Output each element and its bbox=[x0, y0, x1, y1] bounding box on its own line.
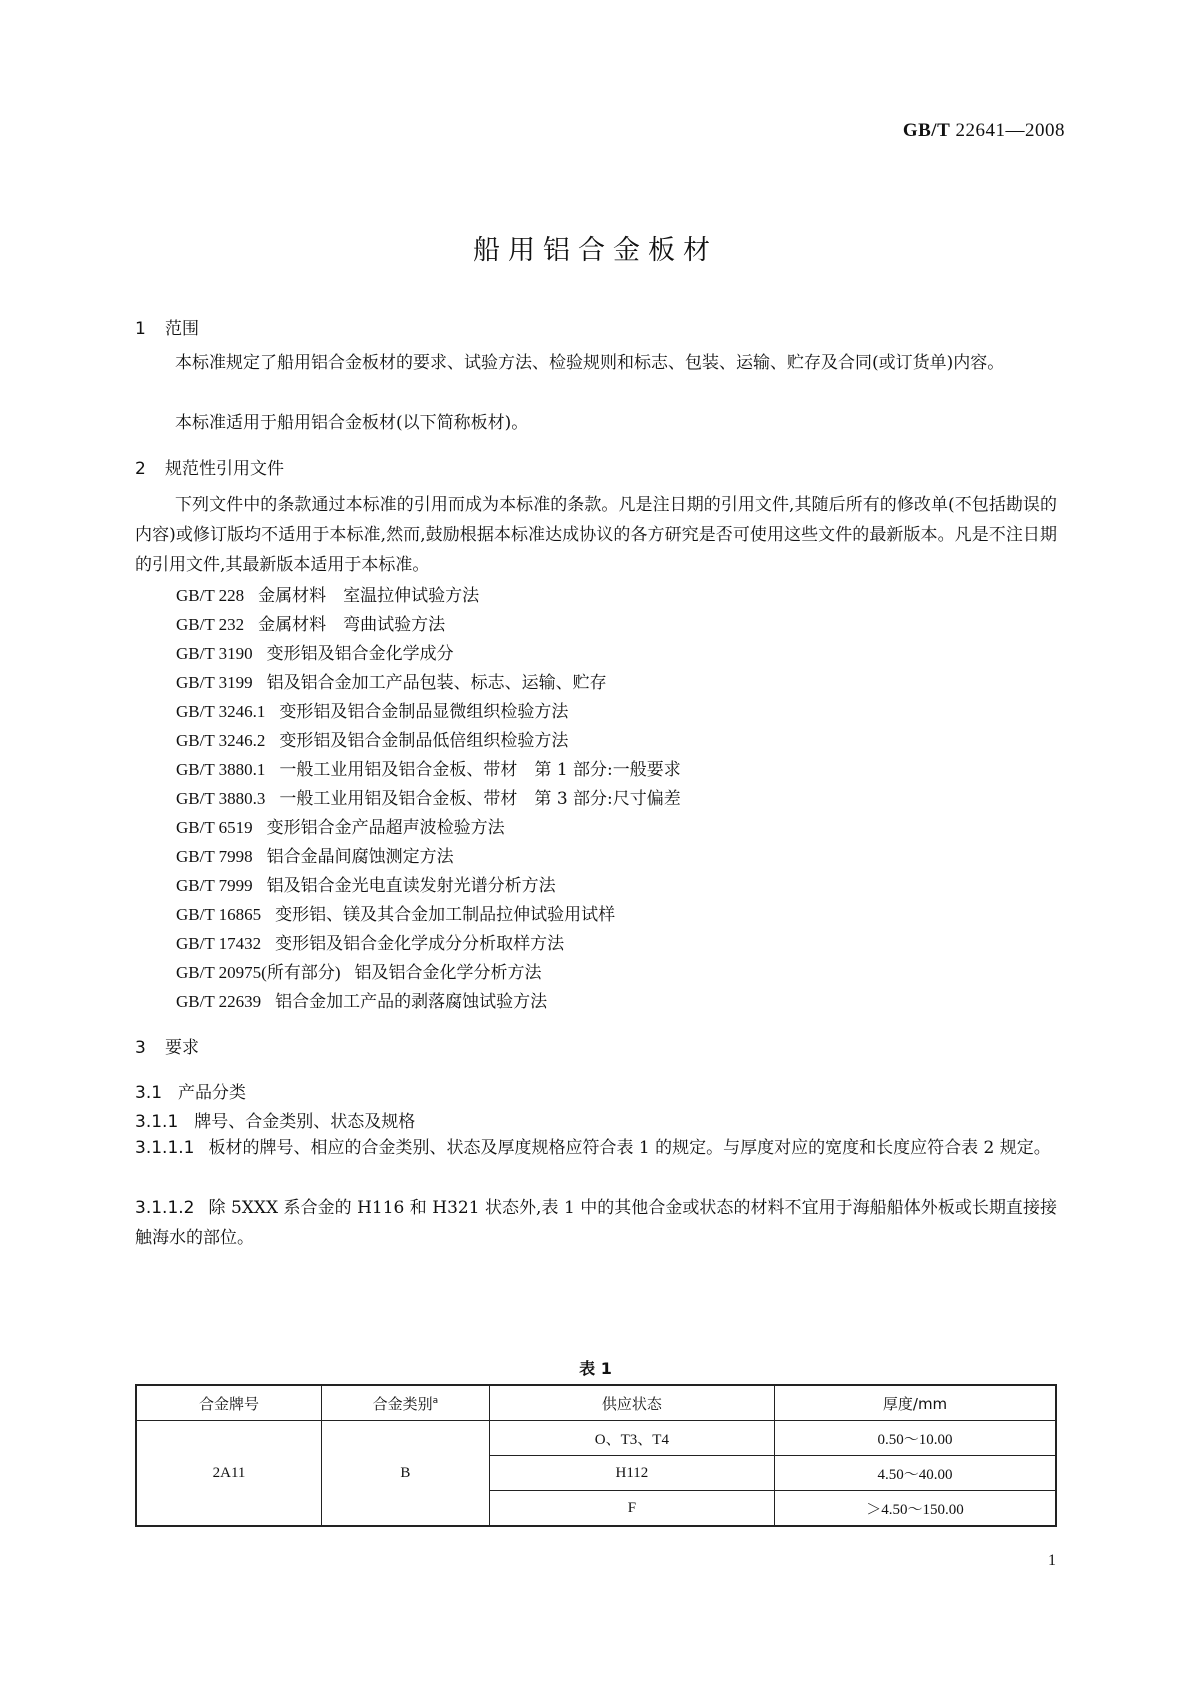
reference-item bbox=[176, 987, 547, 1012]
section-1-paragraph-2: 本标准适用于船用铝合金板材(以下简称板材)。 bbox=[175, 413, 529, 433]
reference-item bbox=[176, 871, 556, 896]
reference-title: 变形铝及铝合金化学成分分析取样方法 bbox=[275, 934, 565, 954]
reference-item bbox=[176, 639, 454, 664]
reference-title: 一般工业用铝及铝合金板、带材 第 3 部分:尺寸偏差 bbox=[279, 789, 681, 809]
reference-title: 铝合金晶间腐蚀测定方法 bbox=[266, 847, 454, 867]
reference-code: GB/T 3199 bbox=[176, 673, 253, 692]
reference-code: GB/T 17432 bbox=[176, 934, 262, 953]
reference-title: 变形铝及铝合金制品显微组织检验方法 bbox=[279, 702, 569, 722]
clause-number: 3.1.1.2 bbox=[135, 1198, 195, 1218]
reference-item bbox=[176, 697, 568, 722]
section-1-heading bbox=[135, 314, 199, 339]
section-title: 范围 bbox=[165, 319, 199, 339]
reference-title: 铝及铝合金化学分析方法 bbox=[354, 963, 542, 983]
reference-item bbox=[176, 958, 542, 983]
reference-code: GB/T 16865 bbox=[176, 905, 262, 924]
cell-thickness: ＞4.50～150.00 bbox=[775, 1491, 1056, 1527]
reference-code: GB/T 3880.1 bbox=[176, 760, 266, 779]
section-number: 2 bbox=[135, 459, 146, 479]
section-1-paragraph-1: 本标准规定了船用铝合金板材的要求、试验方法、检验规则和标志、包装、运输、贮存及合同(或订货单)内容。 bbox=[175, 353, 1005, 373]
reference-item bbox=[176, 755, 681, 780]
reference-code: GB/T 20975(所有部分) bbox=[176, 963, 341, 982]
reference-item bbox=[176, 581, 479, 606]
section-number: 1 bbox=[135, 319, 146, 339]
section-title: 产品分类 bbox=[178, 1083, 247, 1103]
reference-item bbox=[176, 929, 564, 954]
reference-title: 铝及铝合金光电直读发射光谱分析方法 bbox=[266, 876, 556, 896]
section-3-1-heading bbox=[135, 1078, 246, 1103]
reference-code: GB/T 232 bbox=[176, 615, 245, 634]
header-note: a bbox=[432, 1395, 439, 1406]
reference-item bbox=[176, 813, 505, 838]
clause-3-1-1-2 bbox=[135, 1193, 1057, 1253]
reference-title: 变形铝、镁及其合金加工制品拉伸试验用试样 bbox=[275, 905, 616, 925]
reference-code: GB/T 3190 bbox=[176, 644, 253, 663]
reference-item bbox=[176, 784, 681, 809]
section-number: 3.1 bbox=[135, 1083, 163, 1103]
reference-code: GB/T 228 bbox=[176, 586, 245, 605]
cell-category: B bbox=[322, 1421, 490, 1527]
reference-title: 铝及铝合金加工产品包装、标志、运输、贮存 bbox=[266, 673, 607, 693]
reference-item bbox=[176, 900, 615, 925]
header-alloy: 合金牌号 bbox=[136, 1385, 322, 1421]
section-3-heading bbox=[135, 1033, 199, 1058]
header-state: 供应状态 bbox=[489, 1385, 774, 1421]
section-number: 3.1.1 bbox=[135, 1112, 179, 1132]
reference-title: 变形铝及铝合金制品低倍组织检验方法 bbox=[279, 731, 569, 751]
reference-item bbox=[176, 668, 607, 693]
cell-thickness: 4.50～40.00 bbox=[775, 1456, 1056, 1491]
doc-code-prefix: GB/T bbox=[902, 120, 951, 141]
reference-code: GB/T 3246.2 bbox=[176, 731, 266, 750]
reference-code: GB/T 6519 bbox=[176, 818, 253, 837]
reference-item bbox=[176, 610, 445, 635]
clause-3-1-1-1 bbox=[135, 1133, 1057, 1163]
reference-title: 铝合金加工产品的剥落腐蚀试验方法 bbox=[275, 992, 548, 1012]
section-3-1-1-heading bbox=[135, 1107, 415, 1132]
reference-title: 变形铝合金产品超声波检验方法 bbox=[266, 818, 505, 838]
clause-text: 除 5XXX 系合金的 H116 和 H321 状态外,表 1 中的其他合金或状态的材料不宜用于海船船体外板或长期直接接触海水的部位。 bbox=[135, 1198, 1057, 1248]
section-title: 规范性引用文件 bbox=[165, 459, 284, 479]
table-caption: 表 1 bbox=[579, 1359, 612, 1378]
reference-title: 变形铝及铝合金化学成分 bbox=[266, 644, 454, 664]
clause-text: 板材的牌号、相应的合金类别、状态及厚度规格应符合表 1 的规定。与厚度对应的宽度和长度应符合表 2 规定。 bbox=[208, 1138, 1051, 1158]
header-thickness: 厚度/mm bbox=[775, 1385, 1056, 1421]
reference-item bbox=[176, 842, 454, 867]
reference-code: GB/T 3246.1 bbox=[176, 702, 266, 721]
header-category-label: 合金类别 bbox=[372, 1394, 433, 1413]
page-title: 船用铝合金板材 bbox=[473, 235, 718, 266]
section-2-heading bbox=[135, 454, 284, 479]
document-code bbox=[903, 120, 1065, 142]
reference-title: 金属材料 室温拉伸试验方法 bbox=[258, 586, 480, 606]
cell-thickness: 0.50～10.00 bbox=[775, 1421, 1056, 1456]
header-category bbox=[322, 1385, 490, 1421]
table-header-row bbox=[136, 1385, 1056, 1421]
cell-state: F bbox=[489, 1491, 774, 1527]
cell-alloy: 2A11 bbox=[136, 1421, 322, 1527]
reference-code: GB/T 22639 bbox=[176, 992, 262, 1011]
section-title: 要求 bbox=[165, 1038, 199, 1058]
section-2-paragraph: 下列文件中的条款通过本标准的引用而成为本标准的条款。凡是注日期的引用文件,其随后所有的修改单(不包括勘误的内容)或修订版均不适用于本标准,然而,鼓励根据本标准达成协议的各方研究是否可使用这些文件的最新版本。凡是不注日期的引用文件,其最新版本适用于本标准。 bbox=[135, 495, 1057, 575]
reference-item bbox=[176, 726, 568, 751]
reference-title: 一般工业用铝及铝合金板、带材 第 1 部分:一般要求 bbox=[279, 760, 681, 780]
reference-code: GB/T 7999 bbox=[176, 876, 253, 895]
section-title: 牌号、合金类别、状态及规格 bbox=[194, 1112, 416, 1132]
reference-code: GB/T 3880.3 bbox=[176, 789, 266, 808]
table-1 bbox=[135, 1384, 1057, 1527]
table-row bbox=[136, 1421, 1056, 1456]
cell-state: O、T3、T4 bbox=[489, 1421, 774, 1456]
reference-title: 金属材料 弯曲试验方法 bbox=[258, 615, 446, 635]
cell-state: H112 bbox=[489, 1456, 774, 1491]
reference-code: GB/T 7998 bbox=[176, 847, 253, 866]
doc-code-number: 22641—2008 bbox=[955, 120, 1065, 141]
clause-number: 3.1.1.1 bbox=[135, 1138, 195, 1158]
section-number: 3 bbox=[135, 1038, 146, 1058]
page-number: 1 bbox=[1048, 1552, 1056, 1569]
